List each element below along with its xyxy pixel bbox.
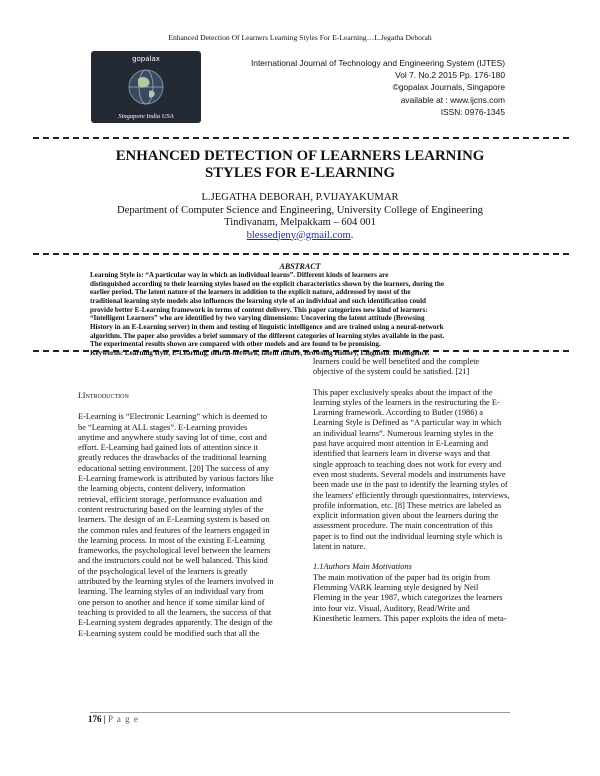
text-line: the common rules and features of the learners engaged in: [78, 525, 270, 535]
abstract-line: History in an E-Learning server) in them and testing of linguistic intelligence and are trained using a neural-network: [90, 322, 444, 331]
journal-url: available at : www.ijcns.com: [400, 94, 505, 105]
text-line: educational setting environment. [20] The success of any: [78, 463, 270, 473]
text-line: E-Learning is “Electronic Learning” which is deemed to: [78, 412, 268, 422]
abstract-line: earlier period. The latent nature of the learners in addition to the explicit nature, addressed by most of the: [90, 288, 411, 297]
journal-name: International Journal of Technology and Engineering System (IJTES): [250, 58, 505, 68]
subsection-heading: 1.1Authors Main Motivations: [313, 562, 412, 572]
text-line: effort. E-Learning had gained lots of attention since it: [78, 443, 259, 453]
divider-top: [33, 137, 569, 139]
journal-publisher: ©gopalax Journals, Singapore: [392, 82, 505, 93]
abstract-heading: ABSTRACT: [279, 262, 321, 271]
text-line: an individual learns”. Numerous learning styles in the: [313, 428, 494, 438]
abstract-line: “Intelligent Learners” who are identified by two varying dimensions: Uncovering the latent attitude (Browsing: [90, 314, 425, 323]
text-line: greatly reduces the drawbacks of the traditional learning: [78, 453, 267, 463]
text-line: explicit information given about the learners during the: [313, 511, 499, 521]
text-line: Learning Style is Defined as “A particular way in which: [313, 418, 502, 428]
text-line: E-Learning system degrades apparently. The design of the: [78, 618, 273, 628]
text-line: attributed by the learning styles of the learners involved in: [78, 577, 274, 587]
text-line: learners. The design of an E-Learning system is based on: [78, 515, 270, 525]
abstract-line: algorithm. The paper also provides a brief summary of the different categories of learning styles available in the past.: [90, 331, 445, 340]
text-line: learning. The learning styles of an individual vary from: [78, 587, 264, 597]
journal-info: [251, 57, 505, 118]
logo-tagline: Singapore India USA: [118, 113, 174, 120]
title-line: STYLES FOR E-LEARNING: [205, 165, 395, 181]
text-line: anytime and anywhere study saving lot of time, cost and: [78, 432, 267, 442]
text-line: teaching is provided to all the learners, the success of that: [78, 607, 272, 617]
text-line: profile information, etc. [8] These metrics are labeled as: [313, 500, 502, 510]
text-line: retrieval, efficient storage, performance evaluation and: [78, 494, 262, 504]
text-line: content restructuring based on the learning styles of the: [78, 504, 264, 514]
page-footer: [88, 714, 139, 724]
text-line: into four viz. Visual, Auditory, Read/Write and: [313, 603, 470, 613]
footer-separator: |: [101, 714, 108, 724]
divider-abstract-top: [33, 253, 569, 255]
body-paragraph: [313, 388, 535, 553]
text-line: even most students. Several models and instruments have: [313, 469, 506, 479]
page-word: P a g e: [107, 714, 139, 724]
location: Tindivanam, Melpakkam – 604 001: [224, 217, 376, 228]
text-line: learners could be well benefited and the complete: [313, 357, 480, 366]
text-line: Learning framework. According to Butler (1986) a: [313, 408, 484, 418]
divider-abstract-bottom: [33, 350, 569, 352]
text-line: latent in nature.: [313, 542, 366, 552]
text-line: Fleming in the year 1987, which categorizes the learners: [313, 593, 503, 603]
page-number: 176: [88, 714, 102, 724]
body-paragraph: [313, 573, 535, 624]
intro-paragraph: [78, 412, 298, 639]
author-block: [0, 192, 600, 242]
text-line: The main motivation of the paper had its origin from: [313, 572, 490, 582]
logo-top-text: gopalax: [132, 55, 160, 63]
text-line: been made use in the past to identify the learning styles of: [313, 480, 508, 490]
text-line: Kinesthetic learners. This paper exploits the idea of meta-: [313, 613, 507, 623]
abstract-line: The experimental results shown are compared with other models and are found to be promising.: [90, 340, 381, 349]
text-line: objective of the system could be satisfied. [21]: [313, 367, 470, 377]
text-line: and the instructors could not be well balanced. This kind: [78, 556, 268, 566]
journal-logo: [91, 51, 201, 123]
text-line: the learners' efficiently through questionnaires, interviews,: [313, 490, 510, 500]
text-line: be “Learning at ALL stages”. E-Learning provides: [78, 422, 248, 432]
text-line: the learning objects, content delivery, information: [78, 484, 246, 494]
text-line: This paper exclusively speaks about the impact of the: [313, 387, 493, 397]
abstract-line: traditional learning style models also influences the learning style of an individual and such identification could: [90, 296, 427, 305]
text-line: learning styles of the learners in the restructuring the E-: [313, 397, 500, 407]
section-heading: I.Introduction: [78, 391, 129, 400]
right-column: [313, 357, 535, 624]
abstract: [90, 271, 510, 358]
text-line: paper is to find out the individual learning style which is: [313, 531, 503, 541]
running-header: Enhanced Detection Of Learners Learning Styles For E-Learning…L.Jegatha Deborah: [168, 33, 432, 42]
abstract-line: provide better E-Learning framework in terms of content delivery. This paper categorizes new kind of learners:: [90, 305, 428, 314]
email-link[interactable]: blessedjeny@gmail.com: [246, 229, 351, 241]
text-line: frameworks, the psychological level between the learners: [78, 546, 271, 556]
text-line: past have acquired most attention in E-Learning and: [313, 439, 489, 449]
keywords: Keywords: Learning style, E-Learning, neural-network, latent nature, Browsing History, Linguistic Intelligence.: [90, 348, 430, 357]
abstract-line: distinguished according to their learning styles based on the explicit characteristics shown by the learners, during the: [90, 279, 444, 288]
text-line: of the psychological level of the learners is greatly: [78, 566, 248, 576]
text-line: one person to another and hence if some similar kind of: [78, 597, 265, 607]
affiliation: Department of Computer Science and Engineering, University College of Engineering: [117, 204, 483, 216]
journal-volume: Vol 7. No.2 2015 Pp. 176-180: [395, 70, 505, 81]
abstract-line: Learning Style is: “A particular way in which an individual learns”. Different kinds of learners are: [90, 271, 389, 279]
text-line: assessment procedure. The main concentration of this: [313, 521, 493, 531]
author-names: L.JEGATHA DEBORAH, P.VIJAYAKUMAR: [201, 192, 399, 203]
text-line: Flemming VARK learning style designed by Neil: [313, 582, 479, 592]
text-line: single approach to teaching does not work for every and: [313, 459, 502, 469]
text-line: E-Learning framework is attributed by various factors like: [78, 474, 274, 484]
email-suffix: .: [350, 229, 354, 241]
title-line: ENHANCED DETECTION OF LEARNERS LEARNING: [115, 148, 485, 164]
text-line: E-Learning system could be modified such that all the: [78, 628, 260, 638]
left-column: [78, 391, 298, 639]
journal-issn: ISSN: 0976-1345: [440, 106, 505, 117]
footer-rule: [90, 712, 510, 713]
text-line: identified that learners learn in diverse ways and that: [313, 449, 491, 459]
text-line: the learning process. In most of the existing E-Learning: [78, 535, 265, 545]
continued-paragraph: [313, 357, 535, 378]
paper-title: [0, 148, 600, 182]
